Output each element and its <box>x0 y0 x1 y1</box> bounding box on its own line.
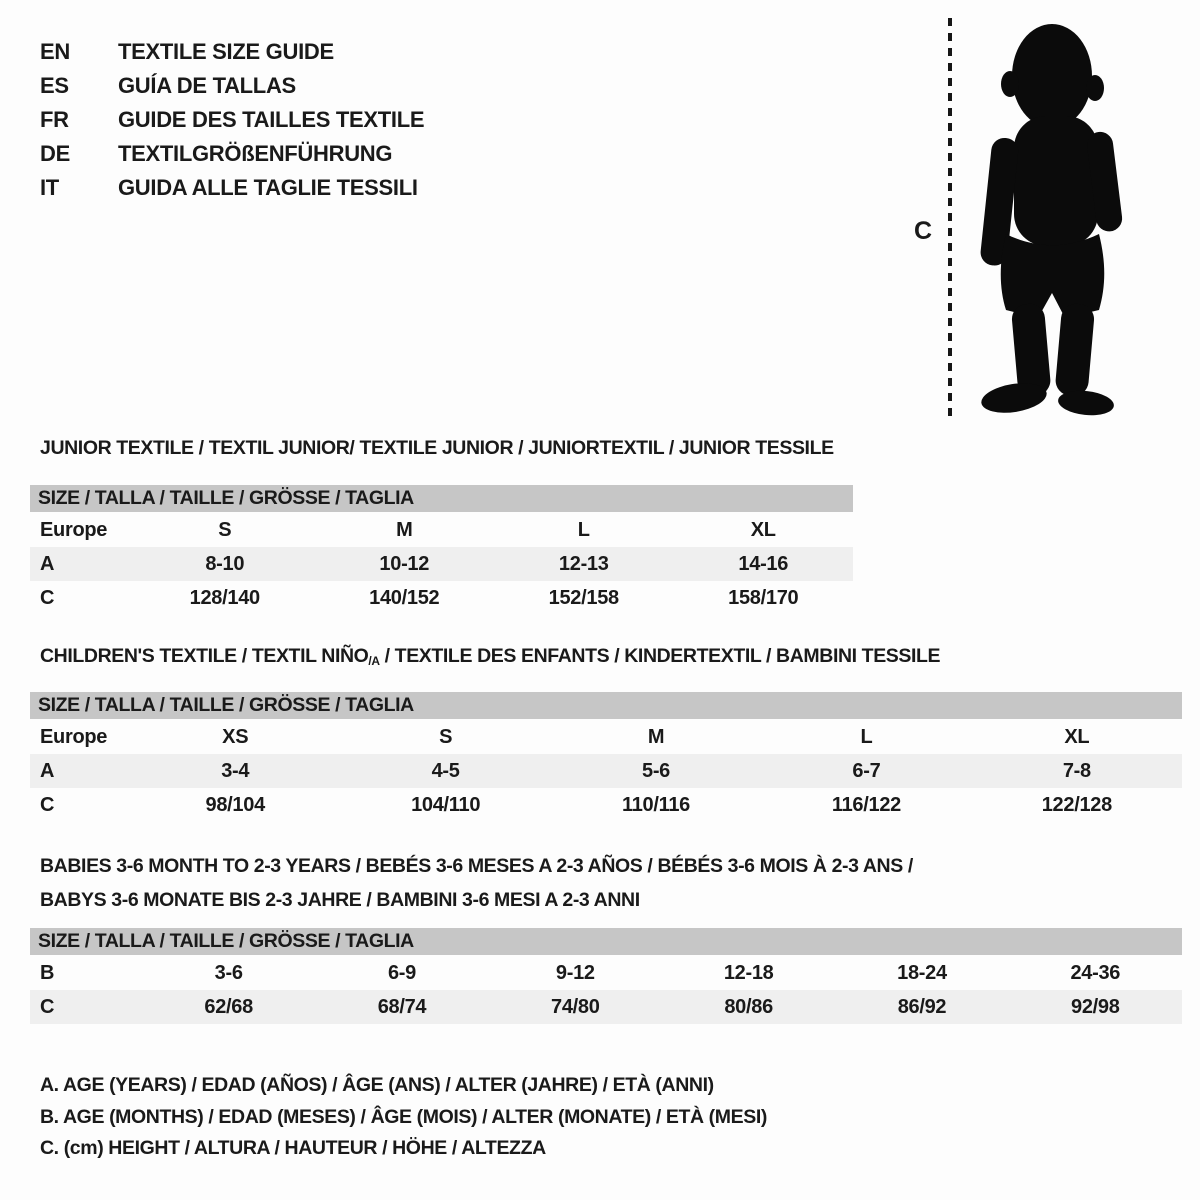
language-code: ES <box>40 73 69 98</box>
table-row <box>30 956 1182 990</box>
table-cell: 86/92 <box>897 995 947 1018</box>
legend-line-a: A. AGE (YEARS) / EDAD (AÑOS) / ÂGE (ANS) / ALTER (JAHRE) / ETÀ (ANNI) <box>40 1074 714 1096</box>
table-cell: L <box>577 518 590 541</box>
height-measure-dashed-line <box>948 18 952 418</box>
table-row <box>30 720 1182 754</box>
language-code: FR <box>40 107 69 132</box>
table-cell: S <box>439 725 453 748</box>
toddler-silhouette-icon <box>962 16 1142 418</box>
babies-title-line-1: BABIES 3-6 MONTH TO 2-3 YEARS / BEBÉS 3-6 MESES A 2-3 AÑOS / BÉBÉS 3-6 MOIS À 2-3 ANS / <box>40 855 913 877</box>
measurement-legend <box>40 1070 767 1165</box>
legend-line-b: B. AGE (MONTHS) / EDAD (MESES) / ÂGE (MOIS) / ALTER (MONATE) / ETÀ (MESI) <box>40 1105 767 1128</box>
junior-size-table <box>30 485 853 615</box>
table-row <box>30 788 1182 822</box>
babies-title-line-2: BABYS 3-6 MONATE BIS 2-3 JAHRE / BAMBINI 3-6 MESI A 2-3 ANNI <box>40 889 640 911</box>
language-code: IT <box>40 175 59 200</box>
row-label: C <box>40 586 55 609</box>
table-cell: L <box>860 725 873 748</box>
table-cell: 92/98 <box>1071 995 1120 1018</box>
row-label: A <box>40 759 55 782</box>
children-title-before: CHILDREN'S TEXTILE / TEXTIL NIÑO <box>40 645 369 667</box>
table-cell: 10-12 <box>379 552 430 575</box>
table-cell: S <box>218 518 232 541</box>
language-row-es <box>40 69 424 103</box>
babies-size-table <box>30 928 1182 1024</box>
table-cell: M <box>396 518 413 541</box>
language-title: GUÍA DE TALLAS <box>118 73 296 98</box>
language-title: GUIDE DES TAILLES TEXTILE <box>118 107 425 132</box>
size-header-bar: SIZE / TALLA / TAILLE / GRÖSSE / TAGLIA <box>30 485 853 512</box>
junior-section-title: JUNIOR TEXTILE / TEXTIL JUNIOR/ TEXTILE JUNIOR / JUNIORTEXTIL / JUNIOR TESSILE <box>40 437 834 459</box>
table-cell: XL <box>1064 725 1090 748</box>
table-cell: 152/158 <box>548 586 619 609</box>
table-cell: 6-9 <box>387 961 416 984</box>
language-title-list <box>40 35 424 205</box>
language-row-de <box>40 137 424 171</box>
children-size-table <box>30 692 1182 822</box>
table-cell: 24-36 <box>1070 961 1121 984</box>
language-code: DE <box>40 141 70 166</box>
table-cell: XS <box>222 725 249 748</box>
children-title-after: / TEXTILE DES ENFANTS / KINDERTEXTIL / BAMBINI TESSILE <box>379 645 941 667</box>
row-label: Europe <box>40 725 108 748</box>
language-row-it <box>40 171 424 205</box>
row-label: Europe <box>40 518 108 541</box>
table-cell: 12-13 <box>558 552 609 575</box>
table-cell: 4-5 <box>431 759 460 782</box>
table-cell: 5-6 <box>642 759 671 782</box>
table-cell: 68/74 <box>377 995 427 1018</box>
language-code: EN <box>40 39 70 64</box>
table-cell: 7-8 <box>1062 759 1091 782</box>
size-header-bar: SIZE / TALLA / TAILLE / GRÖSSE / TAGLIA <box>30 692 1182 719</box>
table-cell: 104/110 <box>411 793 481 816</box>
row-label: C <box>40 995 55 1018</box>
table-cell: 98/104 <box>205 793 265 816</box>
table-cell: 80/86 <box>724 995 773 1018</box>
table-row <box>30 513 853 547</box>
table-cell: 140/152 <box>369 586 440 609</box>
table-cell: 6-7 <box>852 759 881 782</box>
language-title: TEXTILGRÖßENFÜHRUNG <box>118 141 393 166</box>
language-row-fr <box>40 103 424 137</box>
table-cell: 3-6 <box>214 961 243 984</box>
table-cell: 12-18 <box>723 961 774 984</box>
row-label: C <box>40 793 55 816</box>
children-section-title <box>40 644 940 670</box>
table-row <box>30 547 853 581</box>
table-cell: 18-24 <box>897 961 947 984</box>
table-cell: 3-4 <box>221 759 250 782</box>
row-label: A <box>40 552 55 575</box>
table-cell: 74/80 <box>551 995 600 1018</box>
language-title: TEXTILE SIZE GUIDE <box>118 39 334 64</box>
language-title: GUIDA ALLE TAGLIE TESSILI <box>118 175 418 200</box>
table-cell: 128/140 <box>189 586 260 609</box>
table-row <box>30 754 1182 788</box>
table-cell: 62/68 <box>204 995 253 1018</box>
language-row-en <box>40 35 424 69</box>
table-cell: 122/128 <box>1041 793 1112 816</box>
table-cell: 8-10 <box>205 552 245 575</box>
legend-line-c: C. (cm) HEIGHT / ALTURA / HAUTEUR / HÖHE / ALTEZZA <box>40 1137 546 1159</box>
table-cell: 9-12 <box>555 961 595 984</box>
table-cell: 116/122 <box>831 793 901 816</box>
table-row <box>30 990 1182 1024</box>
row-label: B <box>40 961 55 984</box>
table-cell: XL <box>750 518 776 541</box>
table-cell: 14-16 <box>738 552 789 575</box>
babies-section-title <box>40 849 913 917</box>
table-cell: 158/170 <box>728 586 799 609</box>
table-cell: 110/116 <box>622 793 691 816</box>
table-row <box>30 581 853 615</box>
size-header-bar: SIZE / TALLA / TAILLE / GRÖSSE / TAGLIA <box>30 928 1182 955</box>
children-title-sub: /A <box>368 654 380 668</box>
table-cell: M <box>647 725 665 748</box>
height-measure-label: C <box>914 217 933 245</box>
